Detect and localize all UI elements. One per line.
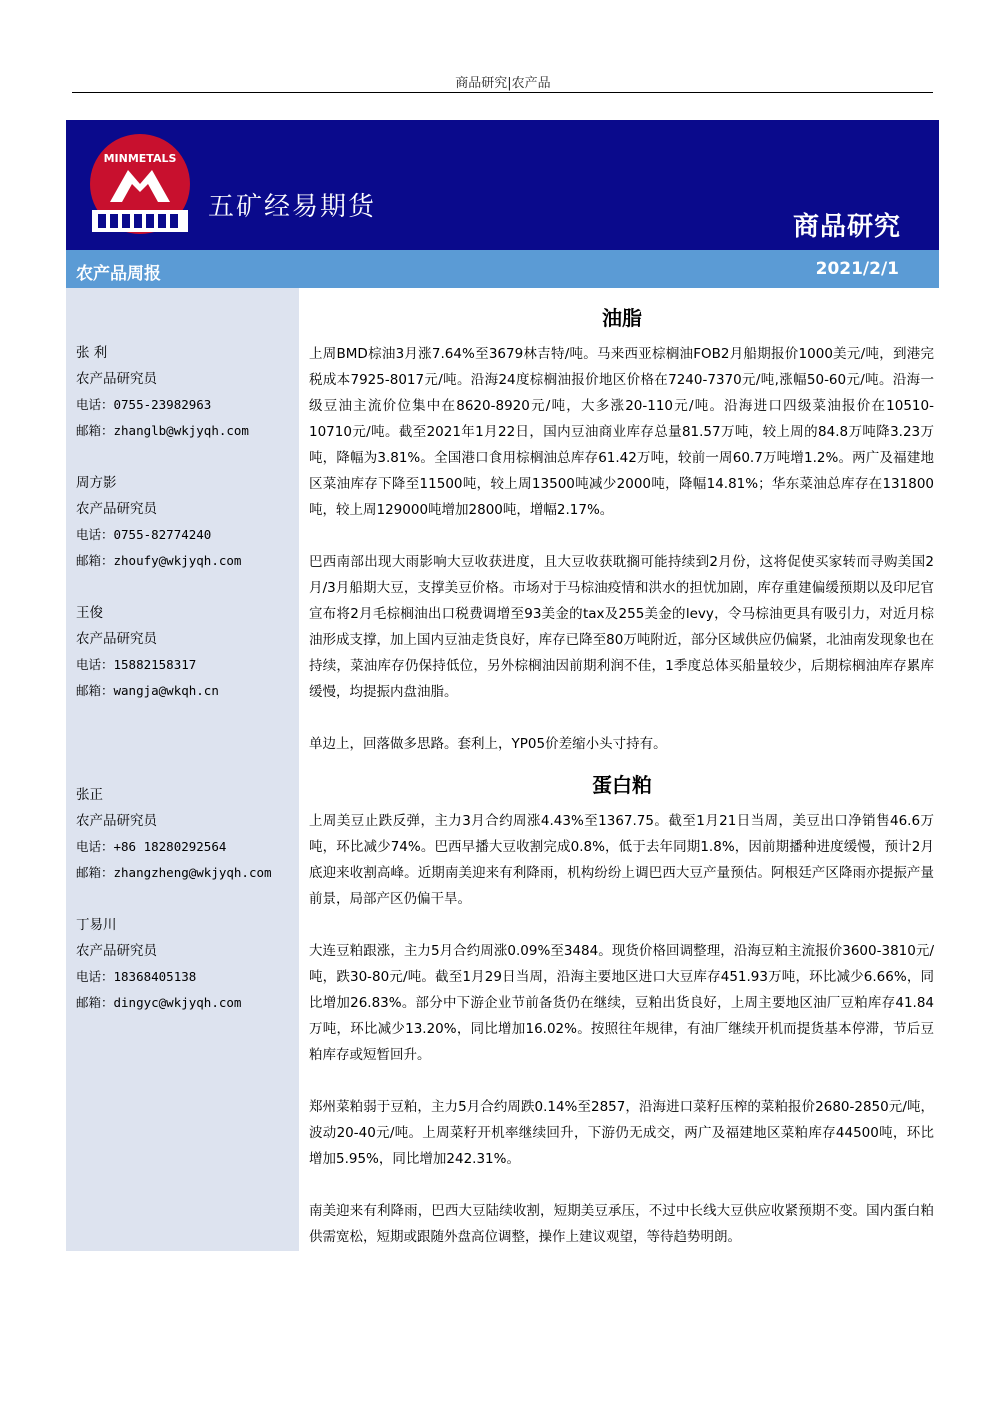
analyst-email: 邮箱：dingyc@wkjyqh.com bbox=[76, 995, 242, 1010]
analyst-card bbox=[76, 340, 296, 444]
analyst-email: 邮箱：zhangzheng@wkjyqh.com bbox=[76, 865, 272, 880]
report-date: 2021/2/1 bbox=[815, 259, 899, 279]
analyst-name: 张 利 bbox=[76, 345, 108, 361]
analyst-name: 周方影 bbox=[76, 475, 117, 491]
company-name: 五矿经易期货 bbox=[208, 192, 377, 222]
analyst-email: 邮箱：zhanglb@wkjyqh.com bbox=[76, 423, 249, 438]
analyst-role: 农产品研究员 bbox=[76, 631, 157, 647]
section-title: 商品研究 bbox=[792, 212, 901, 242]
analyst-role: 农产品研究员 bbox=[76, 813, 157, 829]
oils-paragraph-1: 上周BMD棕油3月涨7.64%至3679林吉特/吨。马来西亚棕榈油FOB2月船期报价1000美元/吨，到港完税成本7925-8017元/吨。沿海24度棕榈油报价地区价格在7240-7370元/吨,涨幅50-60元/吨。沿海一级豆油主流价位集中在8620-8920元/吨，大多涨20-110元/吨。沿海进口四级菜油报价在10510-10710元/吨。截至2021年1月22日，国内豆油商业库存总量81.57万吨，较上周的84.8万吨降3.23万吨，降幅为3.81%。全国港口食用棕榈油总库存61.42万吨，较前一周60.7万吨增1.2%。两广及福建地区菜油库存下降至11500吨，较上周13500吨减少2000吨，降幅14.81%；华东菜油总库存在131800吨，较上周129000吨增加2800吨，增幅2.17%。 bbox=[309, 346, 934, 518]
analyst-role: 农产品研究员 bbox=[76, 371, 157, 387]
minmetals-logo-icon bbox=[88, 132, 192, 242]
analyst-email: 邮箱：wangja@wkqh.cn bbox=[76, 683, 219, 698]
header-divider bbox=[72, 92, 933, 93]
meal-section-title: 蛋白粕 bbox=[592, 773, 652, 797]
meal-paragraph-2: 大连豆粕跟涨，主力5月合约周涨0.09%至3484。现货价格回调整理，沿海豆粕主流报价3600-3810元/吨，跌30-80元/吨。截至1月29日当周，沿海主要地区进口大豆库存451.93万吨，环比减少6.66%，同比增加26.83%。部分中下游企业节前备货仍在继续，豆粕出货良好，上周主要地区油厂豆粕库存41.84万吨，环比减少13.20%，同比增加16.02%。按照往年规律，有油厂继续开机而提货基本停滞，节后豆粕库存或短暂回升。 bbox=[309, 943, 934, 1063]
page-header: 商品研究|农产品 bbox=[455, 76, 551, 91]
report-bar bbox=[66, 250, 939, 288]
sidebar bbox=[66, 288, 299, 1251]
analyst-card bbox=[76, 912, 296, 1016]
analyst-name: 丁易川 bbox=[76, 917, 117, 933]
analyst-card bbox=[76, 600, 296, 704]
oils-paragraph-2: 巴西南部出现大雨影响大豆收获进度，且大豆收获耽搁可能持续到2月份，这将促使买家转而寻购美国2月/3月船期大豆，支撑美豆价格。市场对于马棕油疫情和洪水的担忧加剧，库存重建偏缓预期以及印尼官宣布将2月毛棕榈油出口税费调增至93美金的tax及255美金的levy，令马棕油更具有吸引力，对近月棕油形成支撑，加上国内豆油走货良好，库存已降至80万吨附近，部分区域供应仍偏紧，北油南发现象也在持续，菜油库存仍保持低位，另外棕榈油因前期利润不佳，1季度总体买船量较少，后期棕榈油库存累库缓慢，均提振内盘油脂。 bbox=[309, 554, 934, 700]
meal-paragraph-3: 郑州菜粕弱于豆粕，主力5月合约周跌0.14%至2857，沿海进口菜籽压榨的菜粕报价2680-2850元/吨，波动20-40元/吨。上周菜籽开机率继续回升，下游仍无成交，两广及福建地区菜粕库存44500吨，环比增加5.95%，同比增加242.31%。 bbox=[309, 1099, 934, 1167]
svg-text:MINMETALS: MINMETALS bbox=[103, 152, 177, 165]
analyst-email: 邮箱：zhoufy@wkjyqh.com bbox=[76, 553, 242, 568]
analyst-name: 张正 bbox=[76, 787, 103, 803]
analyst-phone: 电话：0755-82774240 bbox=[76, 527, 212, 542]
banner bbox=[66, 120, 939, 250]
oils-section-title: 油脂 bbox=[602, 306, 642, 330]
analyst-role: 农产品研究员 bbox=[76, 943, 157, 959]
analyst-phone: 电话：18368405138 bbox=[76, 969, 197, 984]
meal-paragraph-4: 南美迎来有利降雨，巴西大豆陆续收割，短期美豆承压，不过中长线大豆供应收紧预期不变。国内蛋白粕供需宽松，短期或跟随外盘高位调整，操作上建议观望，等待趋势明朗。 bbox=[309, 1203, 934, 1245]
analyst-card bbox=[76, 470, 296, 574]
analyst-card bbox=[76, 782, 296, 886]
analyst-name: 王俊 bbox=[76, 605, 103, 621]
analyst-phone: 电话：+86 18280292564 bbox=[76, 839, 227, 854]
report-label: 农产品周报 bbox=[76, 264, 161, 284]
meal-paragraph-1: 上周美豆止跌反弹，主力3月合约周涨4.43%至1367.75。截至1月21日当周，美豆出口净销售46.6万吨，环比减少74%。巴西早播大豆收割完成0.8%，低于去年同期1.8%，因前期播种进度缓慢，预计2月底迎来收割高峰。近期南美迎来有利降雨，机构纷纷上调巴西大豆产量预估。阿根廷产区降雨亦提振产量前景，局部产区仍偏干旱。 bbox=[309, 813, 934, 907]
oils-paragraph-3: 单边上，回落做多思路。套利上，YP05价差缩小头寸持有。 bbox=[309, 736, 667, 752]
analyst-role: 农产品研究员 bbox=[76, 501, 157, 517]
analyst-phone: 电话：15882158317 bbox=[76, 657, 197, 672]
analyst-phone: 电话：0755-23982963 bbox=[76, 397, 212, 412]
